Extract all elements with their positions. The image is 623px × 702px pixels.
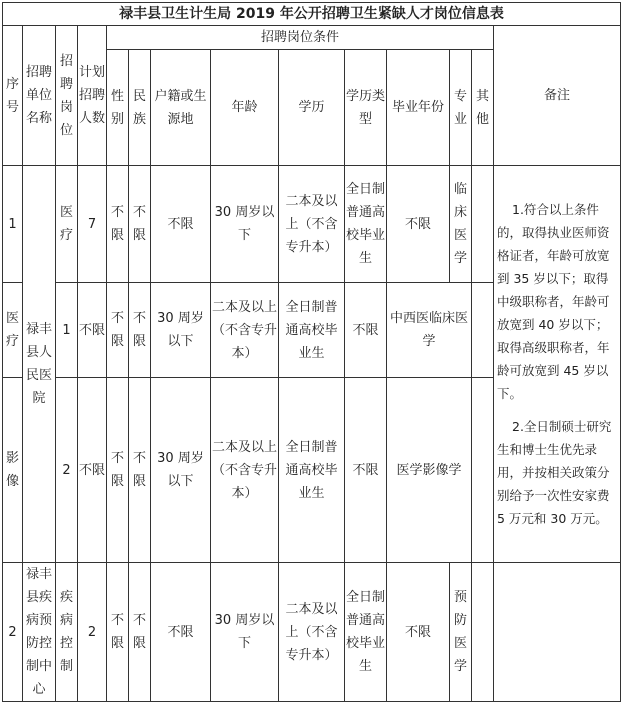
cell-seq: 2: [3, 563, 23, 702]
cell-unit: 禄丰县疾病预防控制中心: [23, 563, 56, 702]
header-conditions: 招聘岗位条件: [107, 26, 494, 50]
cell-other: [472, 378, 494, 563]
cell-major: 医学影像学: [387, 378, 472, 563]
header-age: 年龄: [211, 50, 279, 166]
cell-seq: 1: [3, 166, 23, 283]
cell-grad-year: 不限: [345, 378, 387, 563]
cell-hukou: 30 周岁以下: [151, 283, 211, 378]
cell-age: 30 周岁以下: [211, 166, 279, 283]
header-other: 其他: [472, 50, 494, 166]
header-hukou: 户籍或生源地: [151, 50, 211, 166]
cell-count: 2: [78, 563, 107, 702]
header-education: 学历: [279, 50, 345, 166]
recruitment-table: [2, 2, 621, 702]
cell-post: 医疗: [56, 166, 78, 283]
table-row: [3, 563, 621, 702]
cell-count: 7: [78, 166, 107, 283]
cell-grad-year: 不限: [387, 166, 450, 283]
cell-grad-year: 不限: [387, 563, 450, 702]
header-grad-year: 毕业年份: [387, 50, 450, 166]
cell-hukou: 不限: [151, 166, 211, 283]
header-gender: 性别: [107, 50, 129, 166]
cell-education: 二本及以上（不含专升本）: [279, 563, 345, 702]
cell-age: 不限: [129, 283, 151, 378]
cell-age: 30 周岁以下: [211, 563, 279, 702]
header-edu-type: 学历类型: [345, 50, 387, 166]
cell-edu-type: 全日制普通高校毕业生: [345, 166, 387, 283]
cell-other: [472, 563, 494, 702]
header-seq: 序号: [3, 26, 23, 166]
cell-education: 二本及以上（不含专升本）: [211, 283, 279, 378]
cell-ethnicity: 不限: [107, 283, 129, 378]
cell-education: 二本及以上（不含专升本）: [279, 166, 345, 283]
header-unit: 招聘单位名称: [23, 26, 56, 166]
cell-education: 二本及以上（不含专升本）: [211, 378, 279, 563]
cell-other: [472, 166, 494, 283]
cell-unit-merged: 禄丰县人民医院: [23, 166, 56, 563]
cell-post: 疾病控制: [56, 563, 78, 702]
header-post: 招聘岗位: [56, 26, 78, 166]
cell-other: [472, 283, 494, 378]
header-ethnicity: 民族: [129, 50, 151, 166]
cell-count: 1: [56, 283, 78, 378]
cell-gender: 不限: [107, 563, 129, 702]
cell-post: 医疗: [3, 283, 23, 378]
header-count: 计划招聘人数: [78, 26, 107, 166]
remark-line-2: 2.全日制硕士研究生和博士生优先录用，并按相关政策分别给予一次性安家费 5 万元和 30 万元。: [497, 419, 612, 526]
cell-grad-year: 不限: [345, 283, 387, 378]
cell-edu-type: 全日制普通高校毕业生: [345, 563, 387, 702]
table-title: 禄丰县卫生计生局 2019 年公开招聘卫生紧缺人才岗位信息表: [3, 3, 621, 26]
cell-hukou: 30 周岁以下: [151, 378, 211, 563]
cell-remark-empty: [494, 563, 621, 702]
cell-edu-type: 全日制普通高校毕业生: [279, 283, 345, 378]
table-row: [3, 166, 621, 283]
cell-remarks: [494, 166, 621, 563]
cell-post: 影像: [3, 378, 23, 563]
cell-major: 预防医学: [450, 563, 472, 702]
cell-age: 不限: [129, 378, 151, 563]
cell-major: 中西医临床医学: [387, 283, 472, 378]
cell-hukou: 不限: [151, 563, 211, 702]
header-major: 专业: [450, 50, 472, 166]
cell-gender: 不限: [78, 283, 107, 378]
cell-count: 2: [56, 378, 78, 563]
cell-edu-type: 全日制普通高校毕业生: [279, 378, 345, 563]
cell-gender: 不限: [78, 378, 107, 563]
cell-ethnicity: 不限: [129, 166, 151, 283]
cell-gender: 不限: [107, 166, 129, 283]
cell-major: 临床医学: [450, 166, 472, 283]
remark-line-1: 1.符合以上条件的，取得执业医师资格证者，年龄可放宽到 35 岁以下；取得中级职称者，年龄可放宽到 40 岁以下；取得高级职称者，年龄可放宽到 45 岁以下。: [497, 202, 610, 401]
cell-ethnicity: 不限: [129, 563, 151, 702]
header-remark: 备注: [494, 26, 621, 166]
cell-ethnicity: 不限: [107, 378, 129, 563]
